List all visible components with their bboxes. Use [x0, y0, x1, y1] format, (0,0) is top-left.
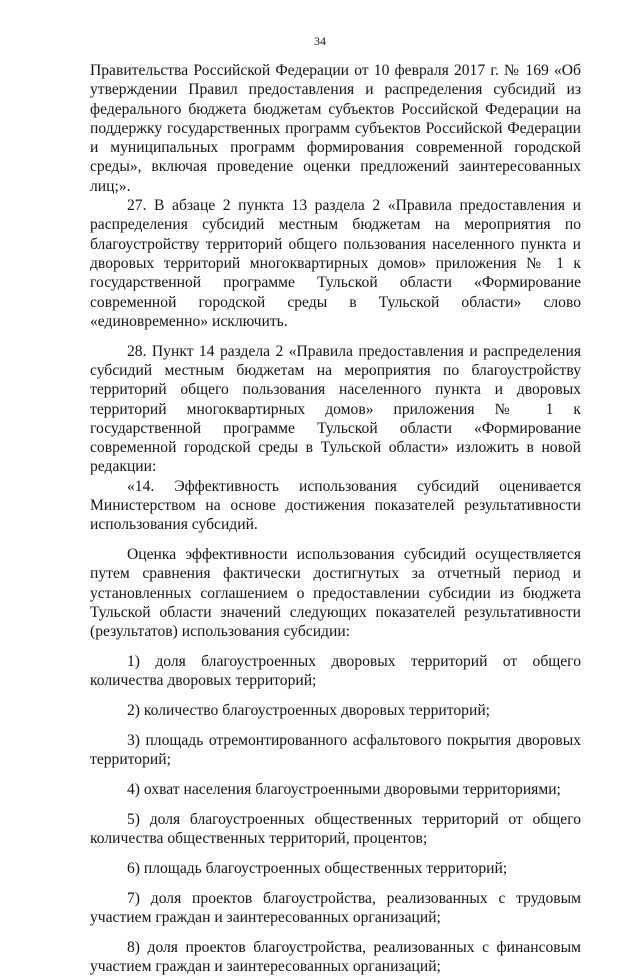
indicator-item-8: 8) доля проектов благоустройства, реализованных с финансовым участием граждан и заинтересованных организаций;	[90, 938, 581, 976]
indicator-item-2: 2) количество благоустроенных дворовых территорий;	[127, 702, 490, 720]
indicator-item-6: 6) площадь благоустроенных общественных территорий;	[127, 859, 508, 877]
paragraph-clause-14: «14. Эффективность использования субсидий оценивается Министерством на основе достижения показателей результативности использования субсидий.	[90, 477, 581, 534]
indicator-item-3: 3) площадь отремонтированного асфальтового покрытия дворовых территорий;	[90, 732, 581, 769]
paragraph-item-27: 27. В абзаце 2 пункта 13 раздела 2 «Правила предоставления и распределения субсидий местным бюджетам на мероприятия по благоустройству территорий общего пользования населенного пункта и дворовых территорий многоквартирных домов» приложения № 1 к государственной программе Тульской области «Формирование современной городской среды в Тульской области» слово «единовременно» исключить.	[90, 197, 581, 330]
paragraph-evaluation: Оценка эффективности использования субсидий осуществляется путем сравнения фактически достигнутых за отчетный период и установленных соглашением о предоставлении субсидии из бюджета Тульской области значений следующих показателей результативности (результатов) использования субсидии:	[90, 546, 581, 641]
indicator-item-7: 7) доля проектов благоустройства, реализованных с трудовым участием граждан и заинтересованных организаций;	[90, 889, 581, 927]
indicator-item-5: 5) доля благоустроенных общественных территорий от общего количества общественных территорий, процентов;	[90, 810, 581, 848]
indicator-item-4: 4) охват населения благоустроенными дворовыми территориями;	[127, 781, 561, 799]
paragraph-item-28: 28. Пункт 14 раздела 2 «Правила предоставления и распределения субсидий местным бюджетам на мероприятия по благоустройству территорий общего пользования населенного пункта и дворовых территорий многоквартирных домов» приложения № 1 к государственной программе Тульской области «Формирование современной городской среды в Тульской области» изложить в новой редакции:	[90, 342, 581, 476]
page-number: 34	[314, 34, 326, 48]
document-body	[90, 61, 581, 976]
paragraph-continuation: Правительства Российской Федерации от 10 февраля 2017 г. № 169 «Об утверждении Правил предоставления и распределения субсидий из федерального бюджета бюджетам субъектов Российской Федерации на поддержку государственных программ субъектов Российской Федерации и муниципальных программ формирования современной городской среды», включая проведение оценки предложений заинтересованных лиц;».	[90, 62, 581, 195]
indicator-item-1: 1) доля благоустроенных дворовых территорий от общего количества дворовых территорий;	[90, 653, 581, 690]
